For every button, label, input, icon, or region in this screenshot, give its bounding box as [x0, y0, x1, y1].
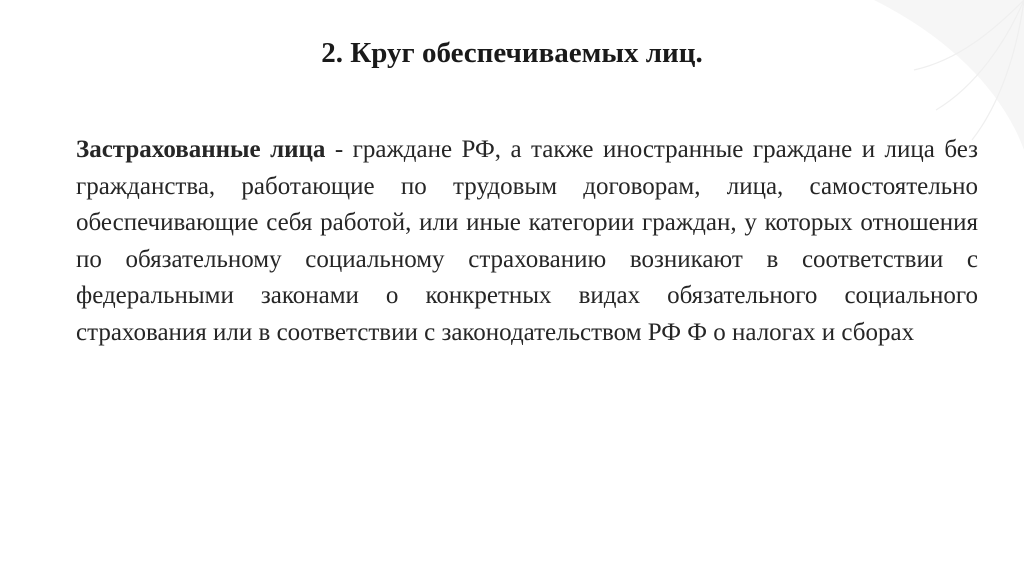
corner-curl-decoration [874, 0, 1024, 150]
definition-paragraph [76, 132, 978, 351]
definition-text: - граждане РФ, а также иностранные граждане и лица без гражданства, работающие по трудовым договорам, лица, самостоятельно обеспечивающие себя работой, или иные категории граждан, у которых отношения по обязательному социальному страхованию возникают в соответствии с федеральными законами о конкретных видах обязательного социального страхования или в соответствии с законодательством РФ Ф о налогах и сборах [76, 136, 978, 346]
defined-term: Застрахованные лица [76, 136, 326, 163]
slide-title: 2. Круг обеспечиваемых лиц. [321, 37, 703, 69]
